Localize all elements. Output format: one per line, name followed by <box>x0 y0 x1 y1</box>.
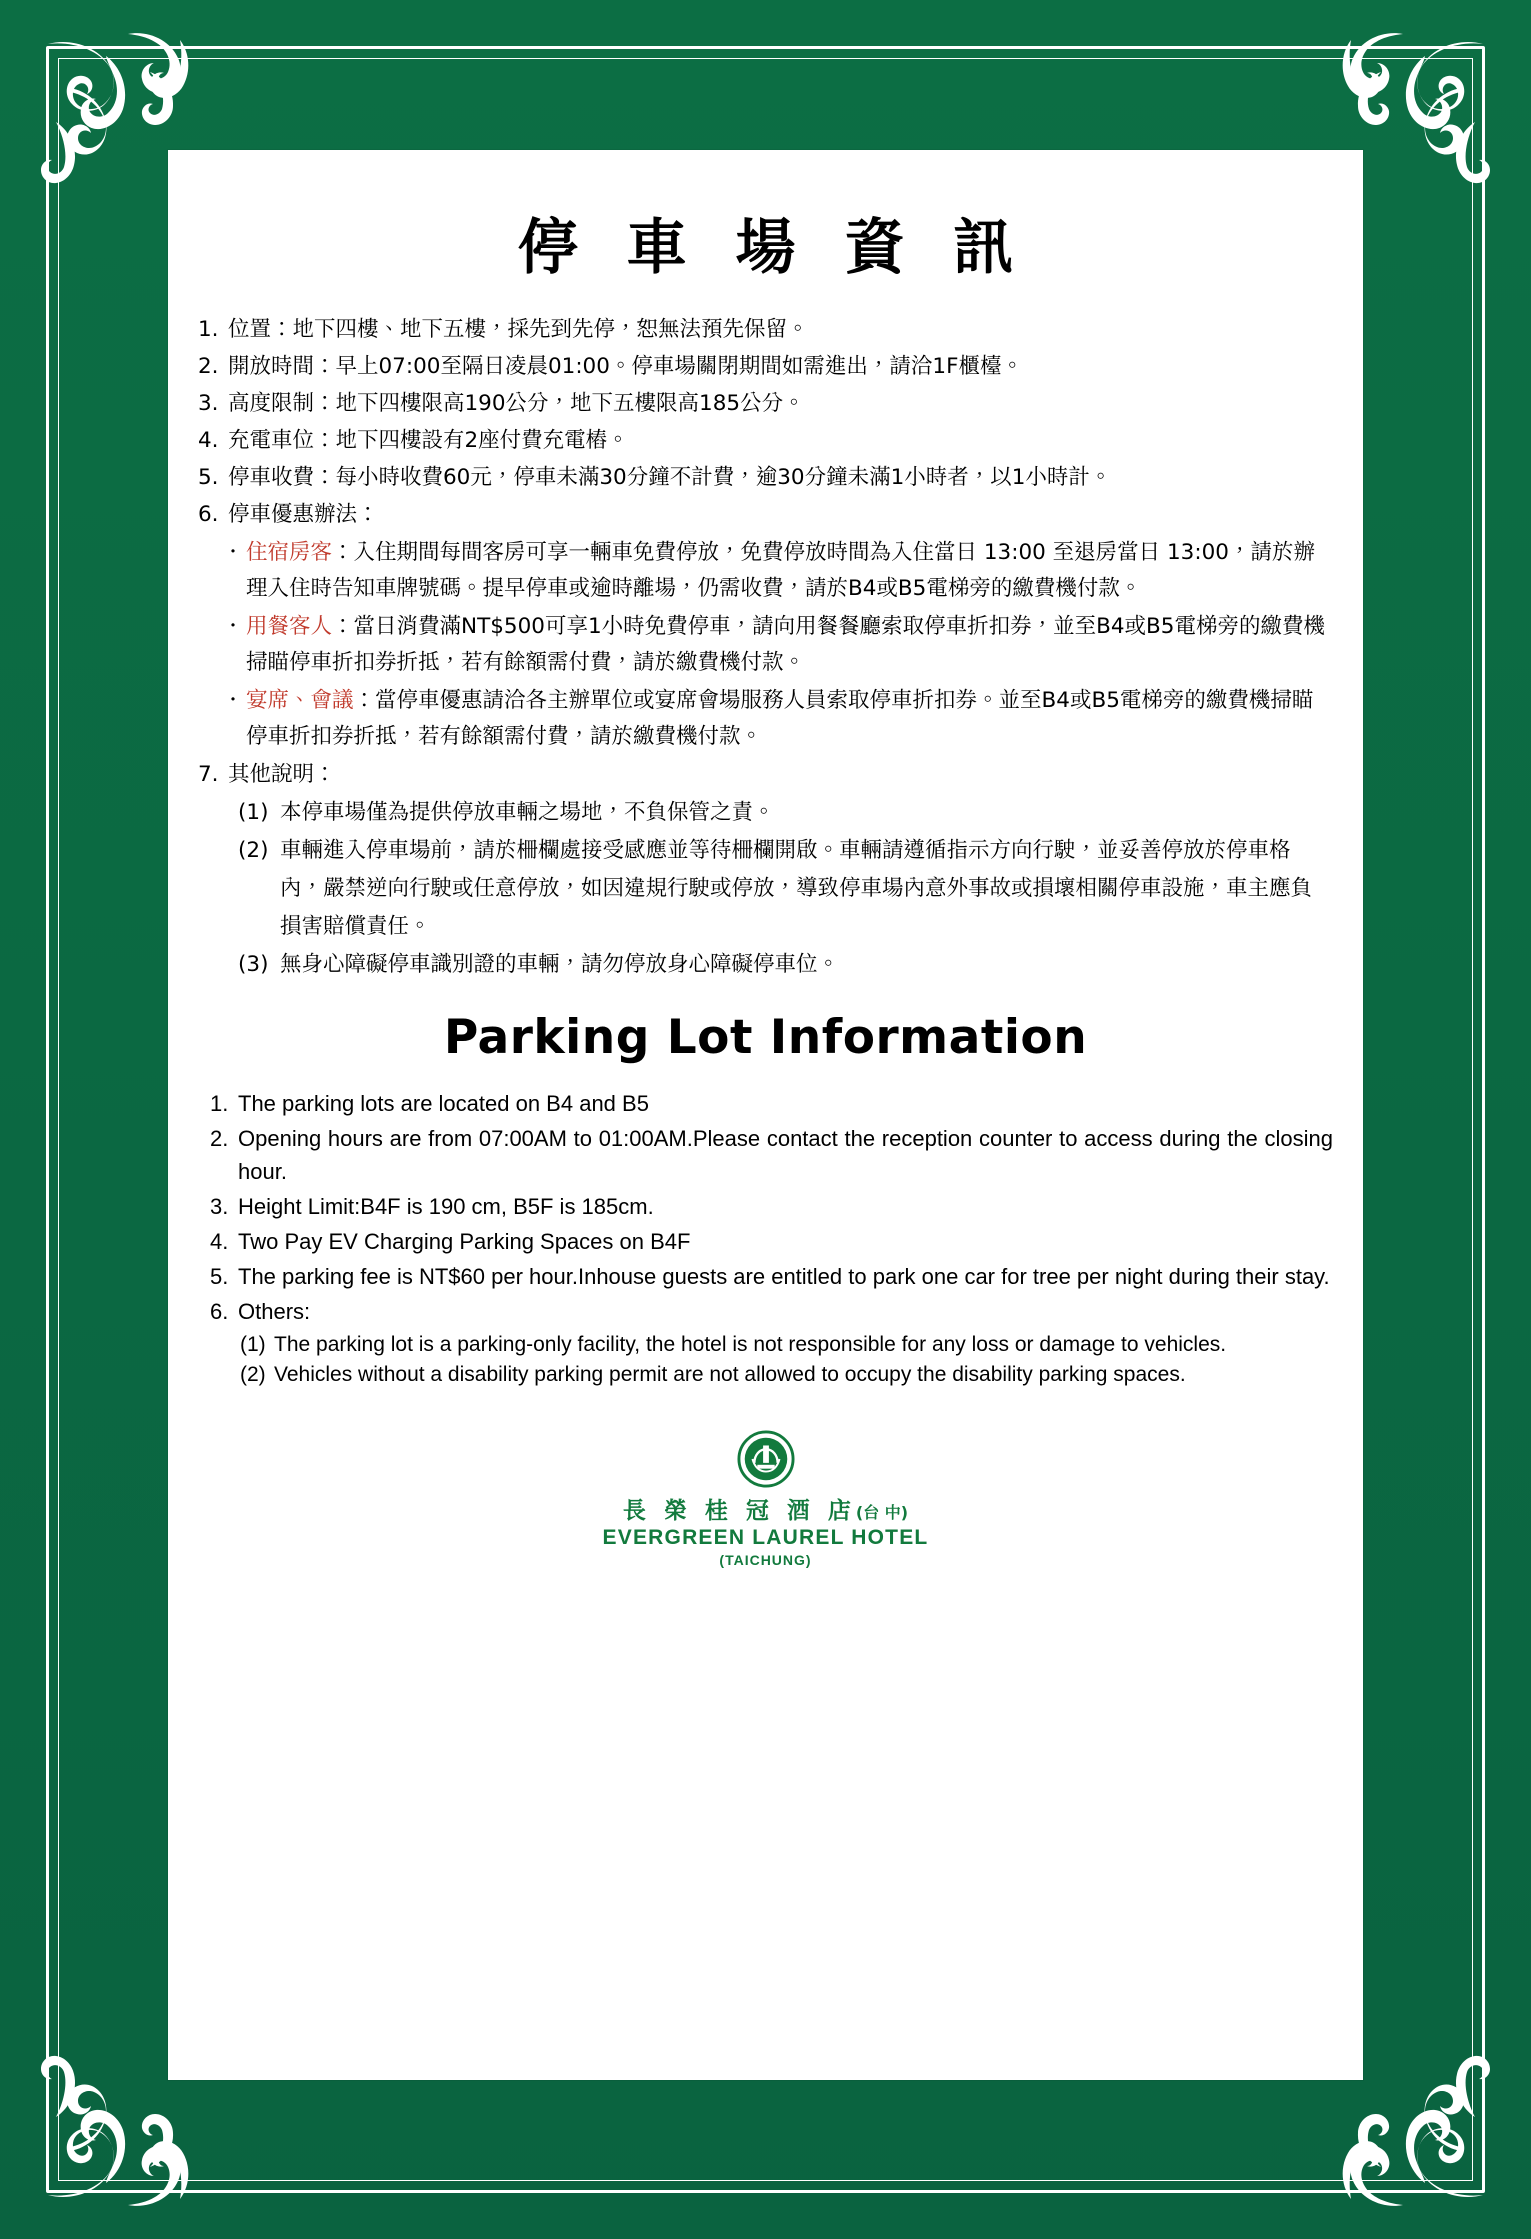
list-item-number: 1. <box>210 1091 229 1116</box>
list-item-text: 開放時間：早上07:00至隔日凌晨01:00。停車場關閉期間如需進出，請洽1F櫃檯。 <box>228 354 1023 379</box>
sub-item-text: The parking lot is a parking-only facility, the hotel is not responsible for any loss or damage to vehicles. <box>274 1333 1227 1356</box>
list-item <box>210 1087 1333 1120</box>
laurel-crest-icon <box>737 1430 795 1488</box>
sub-list-item <box>238 832 1333 946</box>
list-item-number: 4. <box>210 1229 229 1254</box>
list-item-text: 位置：地下四樓、地下五樓，採先到先停，恕無法預先保留。 <box>228 317 809 342</box>
list-item <box>210 1190 1333 1223</box>
sub-list-item <box>238 946 1333 984</box>
sub-item-label: (2) <box>238 838 269 863</box>
list-item <box>198 423 1333 459</box>
bullet-label: 宴席、會議 <box>246 688 354 713</box>
bullet-body <box>246 535 1333 607</box>
sub-list-item <box>240 1330 1333 1360</box>
hotel-logo <box>198 1430 1333 1568</box>
list-item-number: 7. <box>198 762 219 787</box>
list-item-text: Opening hours are from 07:00AM to 01:00AM.Please contact the reception counter to access during the closing hour. <box>238 1126 1333 1184</box>
bullet-body <box>246 609 1333 681</box>
list-item <box>210 1225 1333 1258</box>
list-item-text: Height Limit:B4F is 190 cm, B5F is 185cm. <box>238 1194 654 1219</box>
list-item <box>198 757 1333 793</box>
list-item <box>210 1122 1333 1188</box>
document-content <box>198 178 1333 1568</box>
bullet-label: 用餐客人 <box>246 614 333 639</box>
list-item-number: 3. <box>198 391 219 416</box>
list-item-number: 1. <box>198 317 219 342</box>
bullet-text: ：入住期間每間客房可享一輛車免費停放，免費停放時間為入住當日 13:00 至退房當日 13:00，請於辦理入住時告知車牌號碼。提早停車或逾時離場，仍需收費，請於B4或B5電梯旁的繳費機付款。 <box>246 540 1315 601</box>
list-item-number: 2. <box>210 1126 229 1151</box>
list-item <box>198 312 1333 348</box>
list-item-number: 6. <box>198 502 219 527</box>
chinese-items-list <box>198 312 1333 984</box>
discount-bullet-hotel-guest <box>224 535 1333 607</box>
list-item-number: 6. <box>210 1299 229 1324</box>
sub-item-text: Vehicles without a disability parking permit are not allowed to occupy the disability parking spaces. <box>274 1363 1186 1386</box>
list-item <box>210 1295 1333 1328</box>
bullet-icon: ・ <box>224 690 242 711</box>
list-item-text: 充電車位：地下四樓設有2座付費充電樁。 <box>228 428 629 453</box>
english-items-list <box>198 1087 1333 1390</box>
list-item-text: The parking lots are located on B4 and B5 <box>238 1091 649 1116</box>
bullet-label: 住宿房客 <box>246 540 333 565</box>
list-item-text: Two Pay EV Charging Parking Spaces on B4F <box>238 1229 691 1254</box>
bullet-icon: ・ <box>224 542 242 563</box>
sub-item-label: (1) <box>238 800 269 825</box>
sub-item-label: (2) <box>240 1363 266 1386</box>
sub-item-text: 車輛進入停車場前，請於柵欄處接受感應並等待柵欄開啟。車輛請遵循指示方向行駛，並妥善停放於停車格內，嚴禁逆向行駛或任意停放，如因違規行駛或停放，導致停車場內意外事故或損壞相關停車設施，車主應負損害賠償責任。 <box>280 838 1313 939</box>
list-item-text: 停車收費：每小時收費60元，停車未滿30分鐘不計費，逾30分鐘未滿1小時者，以1小時計。 <box>228 465 1112 490</box>
logo-name-chinese <box>198 1492 1333 1525</box>
sub-list-item <box>238 794 1333 832</box>
list-item-text: 其他說明： <box>228 762 336 787</box>
bullet-body <box>246 683 1333 755</box>
logo-name-english: EVERGREEN LAUREL HOTEL <box>602 1526 929 1549</box>
list-item-text: 高度限制：地下四樓限高190公分，地下五樓限高185公分。 <box>228 391 805 416</box>
list-item-number: 3. <box>210 1194 229 1219</box>
list-item-number: 2. <box>198 354 219 379</box>
page-title-chinese: 停 車 場 資 訊 <box>517 213 1028 283</box>
logo-name-english-suffix: (TAICHUNG) <box>719 1552 812 1568</box>
list-item <box>198 386 1333 422</box>
bullet-text: ：當日消費滿NT$500可享1小時免費停車，請向用餐餐廳索取停車折扣券，並至B4或B5電梯旁的繳費機掃瞄停車折扣券折抵，若有餘額需付費，請於繳費機付款。 <box>246 614 1325 675</box>
discount-bullet-dining-guest <box>224 609 1333 681</box>
list-item-text: 停車優惠辦法： <box>228 502 379 527</box>
list-item <box>198 349 1333 385</box>
sub-list-item <box>240 1360 1333 1390</box>
logo-name-chinese-main: 長 榮 桂 冠 酒 店 <box>622 1498 856 1524</box>
list-item-text: Others: <box>238 1299 311 1324</box>
page-title-english: Parking Lot Information <box>443 1010 1088 1065</box>
bullet-icon: ・ <box>224 616 242 637</box>
list-item <box>210 1260 1333 1293</box>
list-item <box>198 497 1333 533</box>
list-item-number: 5. <box>210 1264 229 1289</box>
bullet-text: ：當停車優惠請洽各主辦單位或宴席會場服務人員索取停車折扣券。並至B4或B5電梯旁的繳費機掃瞄停車折扣券折抵，若有餘額需付費，請於繳費機付款。 <box>246 688 1314 749</box>
list-item-text: The parking fee is NT$60 per hour.Inhouse guests are entitled to park one car for tree per night during their stay. <box>238 1264 1330 1289</box>
sub-item-label: (1) <box>240 1333 266 1356</box>
sub-item-label: (3) <box>238 952 269 977</box>
list-item <box>198 460 1333 496</box>
logo-name-chinese-suffix: (台 中) <box>855 1503 909 1522</box>
list-item-number: 5. <box>198 465 219 490</box>
discount-bullet-banquet-meeting <box>224 683 1333 755</box>
list-item-number: 4. <box>198 428 219 453</box>
sub-item-text: 本停車場僅為提供停放車輛之場地，不負保管之責。 <box>280 800 775 825</box>
sub-item-text: 無身心障礙停車識別證的車輛，請勿停放身心障礙停車位。 <box>280 952 840 977</box>
